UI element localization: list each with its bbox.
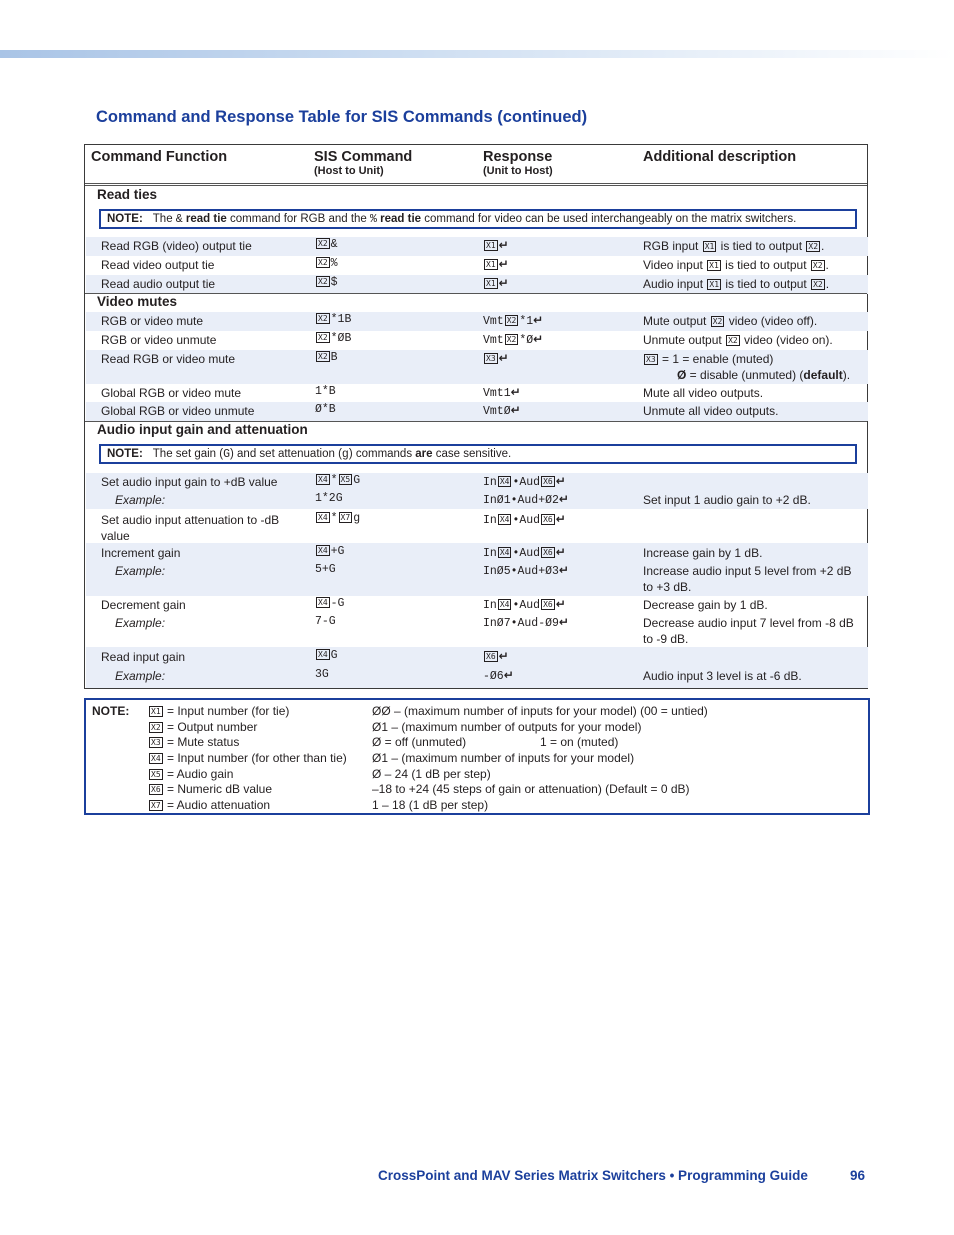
legend-value: Ø1 – (maximum number of outputs for your model) — [372, 720, 642, 734]
page-footer — [378, 1168, 866, 1183]
legend-value: Ø = off (unmuted) 1 = on (muted) — [372, 735, 619, 749]
table-header — [85, 145, 867, 186]
header-description: Additional description — [643, 149, 797, 165]
legend-item: X2 = Output number — [151, 720, 258, 734]
legend-value: Ø – 24 (1 dB per step) — [372, 767, 491, 781]
note-read-tie: NOTE: The & read tie command for RGB and the % read tie command for video can be used interchangeably on the matrix switchers. — [99, 209, 857, 229]
note-case-sensitive: NOTE: The set gain (G) and set attenuation (g) commands are case sensitive. — [99, 444, 857, 464]
header-function: Command Function — [91, 149, 228, 165]
section-read-ties: Read ties — [97, 187, 158, 202]
legend-item: X5 = Audio gain — [151, 767, 234, 781]
page-title: Command and Response Table for SIS Commands (continued) — [96, 108, 588, 126]
top-accent-bar — [0, 50, 954, 58]
header-response: Response (Unit to Host) — [483, 149, 553, 177]
page-number: 96 — [850, 1168, 866, 1183]
variables-legend — [84, 698, 870, 815]
legend-value: ØØ – (maximum number of inputs for your model) (00 = untied) — [372, 704, 708, 718]
legend-value: –18 to +24 (45 steps of gain or attenuation) (Default = 0 dB) — [372, 782, 690, 796]
legend-item: X3 = Mute status — [151, 735, 240, 749]
command-table: Command Function SIS Command (Host to Unit) Response (Unit to Host) Additional description Read ties NOTE: The & read tie command for RGB and the % read tie command for video can be used interchangeably on the matrix switchers. Read RGB (video) output tie X2 & X1 ↵ RGB input X1 is tied to output X2 . Read video output tie X2 % X1 ↵ Video input X1 is tied to output X2 . Read audio output tie X2 $ X1 ↵ Audio input X1 is tied to output X2 . Video mutes RGB or video mute X2 *1B Vmt X2 *1↵ Mute output X2 video (video off). RGB or video unmute X2 *ØB Vmt X2 *Ø↵ Unmute output X2 video (video on). Read RGB or video mute X2 B X3 ↵ X3 = 1 = enable (muted) Ø = disable (unmuted) (default). Global RGB or video mute 1*B Vmt1↵ Mute all video outputs. Global RGB or video unmute Ø*B VmtØ↵ Unmute all video outputs. Audio input gain and attenuation NOTE: The set gain (G) and set attenuation (g) commands are case sensitive. Set audio input gain to +dB value X4 * X5 G In X4 •Aud X6 ↵ Example: 1*2G InØ1•Aud+Ø2↵ Set input 1 audio gain to +2 dB. Set audio input attenuation to -dB value X4 * X7 g In X4 •Aud X6 ↵ Increment gain X4 +G In X4 •Aud X6 ↵ Increase gain by 1 dB. Example: 5+G InØ5•Aud+Ø3↵ Increase audio input 5 level from +2 dB to +3 dB. Decrement gain X4 -G In X4 •Aud X6 ↵ Decrease gain by 1 dB. Example: 7-G InØ7•Aud-Ø9↵ Decrease audio input 7 level from -8 dB to -9 dB. Read input gain X4 G X6 ↵ Example: 3G -Ø6↵ Audio input 3 level is at -6 dB. — [84, 144, 868, 689]
header-sis: SIS Command (Host to Unit) — [314, 149, 413, 177]
legend-item: X4 = Input number (for other than tie) — [151, 751, 347, 765]
footer-title: CrossPoint and MAV Series Matrix Switchers • Programming Guide — [378, 1168, 808, 1183]
legend-item: X7 = Audio attenuation — [151, 798, 271, 812]
legend-value: Ø1 – (maximum number of inputs for your model) — [372, 751, 635, 765]
legend-value: 1 – 18 (1 dB per step) — [372, 798, 489, 812]
section-audio: Audio input gain and attenuation — [97, 422, 308, 437]
section-video-mutes: Video mutes — [97, 294, 178, 309]
legend-label: NOTE: — [92, 704, 130, 718]
legend-item: X1 = Input number (for tie) — [151, 704, 290, 718]
legend-item: X6 = Numeric dB value — [151, 782, 273, 796]
